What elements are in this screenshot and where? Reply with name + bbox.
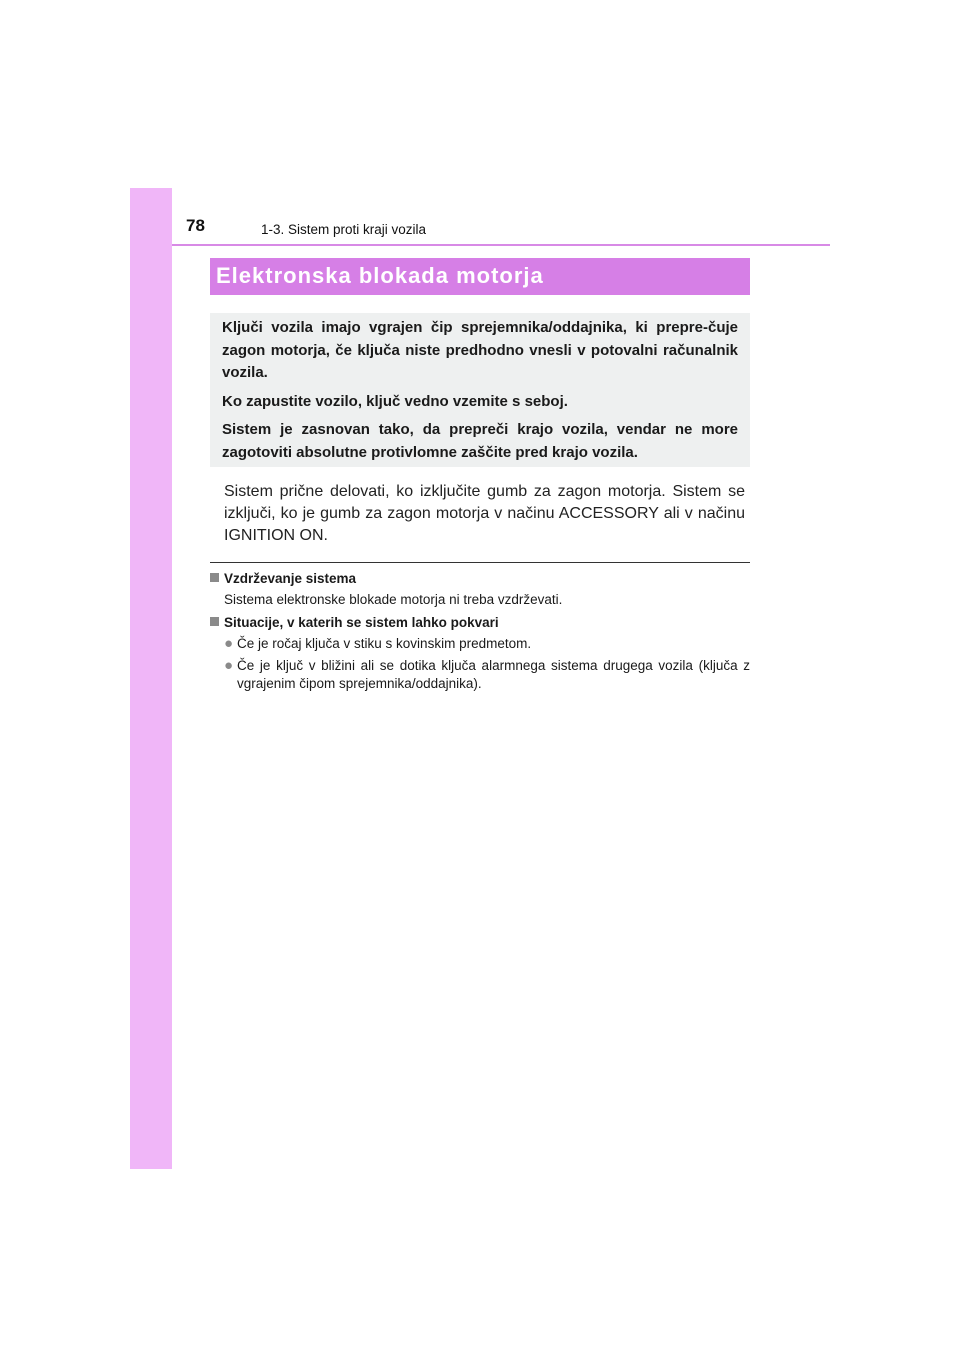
- list-item-text: Če je ročaj ključa v stiku s kovinskim predmetom.: [237, 636, 532, 651]
- notes-divider: [210, 562, 750, 563]
- square-bullet-icon: [210, 573, 219, 582]
- list-item: [224, 635, 750, 653]
- running-head: 1-3. Sistem proti kraji vozila: [261, 222, 427, 237]
- circle-bullet-icon: ●: [224, 657, 234, 674]
- note-heading: [210, 570, 750, 588]
- circle-bullet-icon: ●: [224, 635, 234, 652]
- note-text: Sistema elektronske blokade motorja ni treba vzdrževati.: [224, 592, 563, 607]
- page-number: 78: [186, 216, 205, 235]
- section-title: Elektronska blokada motorja: [210, 258, 750, 295]
- note-heading-text: Vzdrževanje sistema: [224, 571, 357, 586]
- summary-paragraph: Ključi vozila imajo vgrajen čip sprejemnika/oddajnika, ki prepre-čuje zagon motorja, če ključa niste predhodno vnesli v potovalni računalnik vozila.: [222, 319, 738, 381]
- chapter-side-tab: [130, 188, 172, 1169]
- square-bullet-icon: [210, 617, 219, 626]
- note-heading-text: Situacije, v katerih se sistem lahko pokvari: [224, 615, 499, 630]
- summary-box: [210, 313, 750, 467]
- header-divider: [172, 244, 830, 246]
- summary-paragraph: Ko zapustite vozilo, ključ vedno vzemite s seboj.: [222, 392, 568, 410]
- list-item: [224, 657, 750, 693]
- summary-paragraph: Sistem je zasnovan tako, da prepreči krajo vozila, vendar ne more zagotoviti absolutne protivlomne zaščite pred krajo vozila.: [222, 421, 738, 461]
- list-item-text: Če je ključ v bližini ali se dotika ključa alarmnega sistema drugega vozila (ključa z vgrajenim čipom sprejemnika/oddajnika).: [237, 658, 750, 691]
- intro-paragraph: Sistem prične delovati, ko izključite gumb za zagon motorja. Sistem se izključi, ko je gumb za zagon motorja v načinu ACCESSORY ali v načinu IGNITION ON.: [224, 483, 745, 544]
- notes-section: [210, 570, 750, 697]
- note-heading: [210, 614, 750, 632]
